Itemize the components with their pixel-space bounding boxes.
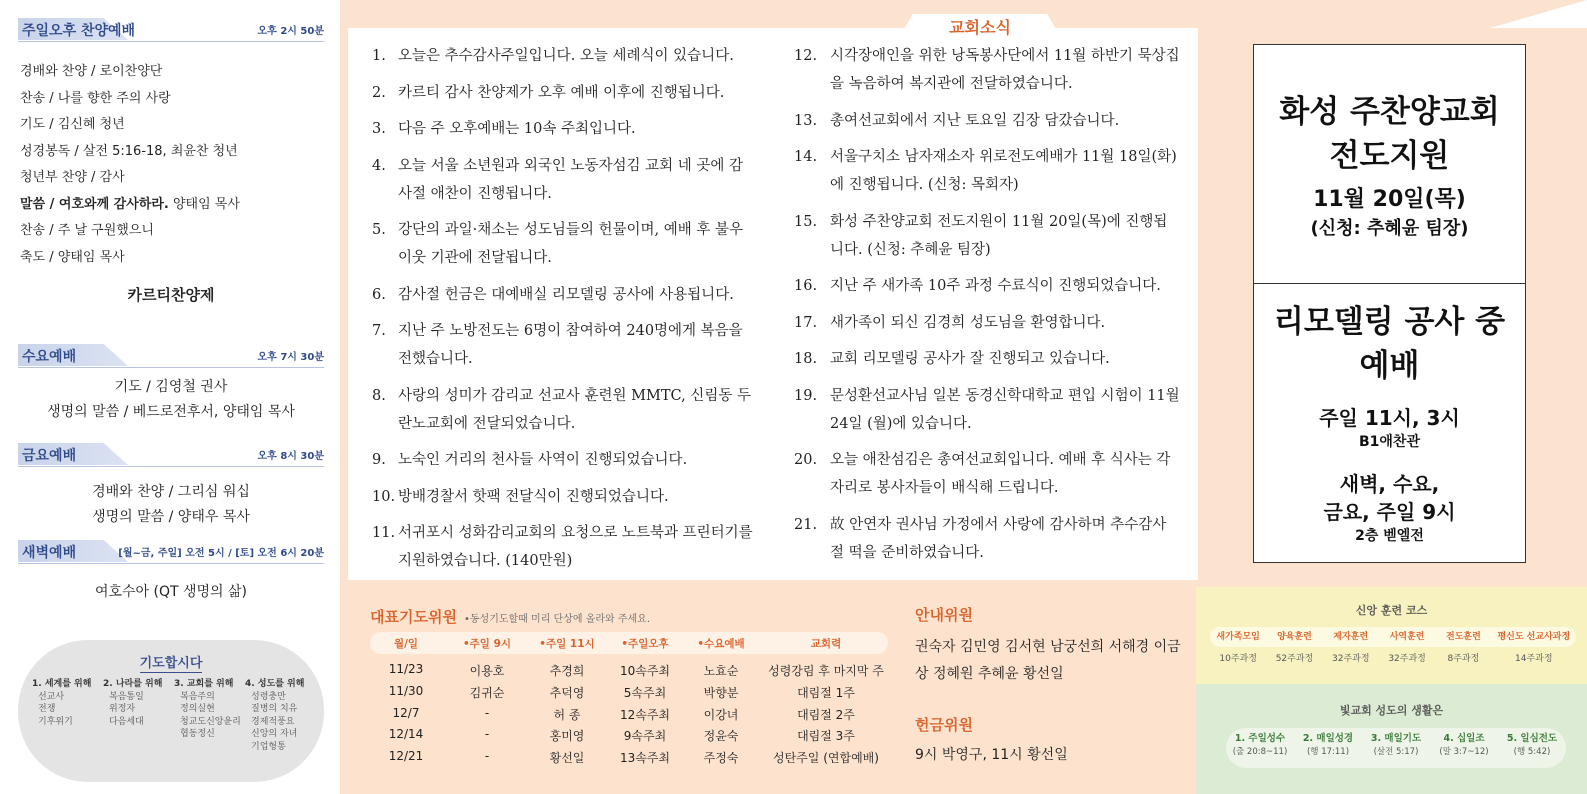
table-row <box>370 747 888 769</box>
remodeling-place: B1애찬관 <box>1359 434 1420 450</box>
wednesday-title: 수요예배 <box>22 349 77 365</box>
representatives-title: 대표기도위원 <box>370 608 457 626</box>
news-text: 화성 주찬양교회 전도지원이 11월 20일(목)에 진행됩니다. (신청: 추혜윤 팀장) <box>830 213 1168 258</box>
remodeling-time: 새벽, 수요, <box>1339 472 1440 496</box>
news-text: 방배경찰서 핫팩 전달식이 진행되었습니다. <box>398 488 669 505</box>
program-line: 찬송 / 나를 향한 주의 사랑 <box>20 90 171 106</box>
program-line: 찬송 / 주 날 구원했으니 <box>20 223 154 238</box>
program-line: 생명의 말씀 / 양태우 목사 <box>92 509 250 525</box>
table-cell: 홍미영 <box>549 729 585 744</box>
life-item <box>1430 732 1498 759</box>
table-cell: 10속주최 <box>619 664 671 678</box>
news-text: 故 안연자 권사님 가정에서 사랑에 감사하며 추수감사절 떡을 준비하였습니다. <box>830 516 1167 561</box>
prayer-item: 청교도신앙윤리 <box>180 716 241 727</box>
prayer-item: 전쟁 <box>38 704 56 714</box>
prayer-item: 복음통일 <box>109 691 144 702</box>
prayer-item: 선교사 <box>38 691 65 702</box>
news-item <box>372 79 757 107</box>
news-text: 오늘 애찬섬김은 총여선교회입니다. 예배 후 식사는 각 자리로 봉사자들이 배식해 드립니다. <box>830 452 1171 496</box>
training-panel <box>1196 587 1587 684</box>
program-line: 성경봉독 / 살전 5:16-18, 최윤찬 청년 <box>20 143 238 159</box>
table-row <box>370 725 888 747</box>
news-text: 사랑의 성미가 감리교 선교사 훈련원 MMTC, 신림동 두란노교회에 전달되었습니다. <box>398 387 751 432</box>
training-title: 신앙 훈련 코스 <box>1355 604 1428 617</box>
friday-title: 금요예배 <box>22 448 77 464</box>
table-cell: 이용호 <box>469 664 505 678</box>
remodeling-time: 금요, 주일 9시 <box>1323 500 1456 524</box>
ushers-title: 안내위원 <box>915 606 973 624</box>
news-item <box>794 345 1180 373</box>
sermon-preacher: 양태임 목사 <box>168 196 240 212</box>
table-cell: 13속주최 <box>619 751 671 766</box>
life-item <box>1226 732 1294 759</box>
news-text: 카르티 감사 찬양제가 오후 예배 이후에 진행됩니다. <box>398 84 725 101</box>
sunday-pm-title: 주일오후 찬양예배 <box>22 23 136 39</box>
news-number: 15. <box>794 213 818 230</box>
wednesday-header <box>18 344 324 368</box>
news-text: 강단의 과일·채소는 성도님들의 헌물이며, 예배 후 불우이웃 기관에 전달됩니다. <box>398 222 744 266</box>
life-name: 3. 매일기도 <box>1370 733 1422 744</box>
remodeling-notice <box>1254 300 1525 546</box>
table-cell: 12속주최 <box>619 707 671 722</box>
prayer-column-head: 1. 세계를 위해 <box>32 679 92 689</box>
life-verse: (행 17:11) <box>1306 747 1350 757</box>
prayer-title: 기도합시다 <box>139 656 203 671</box>
table-cell: 대림절 2주 <box>797 707 855 722</box>
news-tab <box>900 8 1060 36</box>
prayer-item: 신앙의 자녀 <box>251 729 298 739</box>
training-duration: 32주과정 <box>1332 654 1370 664</box>
news-column-right <box>794 42 1180 575</box>
notice-apply: (신청: 추혜윤 팀장) <box>1310 218 1469 239</box>
table-row <box>370 682 888 704</box>
prayer-item: 기후위기 <box>38 716 73 727</box>
program-line: 생명의 말씀 / 베드로전후서, 양태임 목사 <box>47 404 295 420</box>
table-cell: - <box>484 727 490 742</box>
friday-time: 오후 8시 30분 <box>257 451 324 462</box>
evangelism-notice <box>1254 90 1525 242</box>
representatives-header <box>370 632 888 654</box>
table-cell: 5속주최 <box>623 685 667 700</box>
training-duration: 8주과정 <box>1447 654 1480 664</box>
news-number: 9. <box>372 452 386 468</box>
program-line: 청년부 찬양 / 감사 <box>20 170 125 185</box>
news-item <box>794 143 1180 199</box>
training-item <box>1435 629 1491 669</box>
life-name: 5. 일심전도 <box>1506 733 1558 744</box>
news-text: 다음 주 오후예배는 10속 주최입니다. <box>398 121 636 137</box>
column-header: 월/일 <box>393 638 419 650</box>
wednesday-program <box>18 375 324 425</box>
life-name: 2. 매일성경 <box>1302 733 1354 744</box>
life-name: 1. 주일성수 <box>1234 733 1286 744</box>
news-item <box>372 382 757 438</box>
dawn-title: 새벽예배 <box>22 545 77 561</box>
column-header: •주일 11시 <box>539 638 595 650</box>
column-header: •주일 9시 <box>462 638 512 650</box>
training-duration: 10주과정 <box>1219 654 1257 664</box>
news-column-left <box>372 42 757 584</box>
news-text: 노숙인 거리의 천사들 사역이 진행되었습니다. <box>398 452 688 468</box>
table-cell: 주정숙 <box>703 751 739 766</box>
prayer-column <box>103 678 170 753</box>
training-item <box>1323 629 1379 669</box>
news-text: 서울구치소 남자재소자 위로전도예배가 11월 18일(화)에 진행됩니다. (신청: 목회자) <box>830 149 1177 193</box>
prayer-topics <box>18 640 324 782</box>
notice-date: 11월 20일(목) <box>1313 187 1466 212</box>
training-item <box>1266 629 1322 669</box>
training-item <box>1492 629 1576 669</box>
prayer-item: 위정자 <box>109 704 136 714</box>
news-item <box>372 446 757 474</box>
friday-program <box>18 480 324 530</box>
table-cell: 추덕영 <box>549 685 585 700</box>
sermon-title: 말씀 / 여호와께 감사하라. <box>20 196 169 212</box>
table-cell: 황선일 <box>549 751 585 766</box>
news-text: 오늘 서울 소년원과 외국인 노동자섬김 교회 네 곳에 감사절 애찬이 진행됩니다. <box>398 157 744 202</box>
life-verse: (살전 5:17) <box>1373 747 1419 757</box>
training-name: 전도훈련 <box>1446 632 1481 642</box>
news-number: 19. <box>794 387 818 404</box>
prayer-column <box>32 678 99 753</box>
news-item <box>794 272 1180 300</box>
table-cell: 9속주최 <box>623 729 667 744</box>
news-item <box>372 483 757 511</box>
training-duration: 14주과정 <box>1515 654 1553 664</box>
news-number: 5. <box>372 222 386 238</box>
program-line: 경배와 찬양 / 로이찬양단 <box>20 64 163 79</box>
notice-divider <box>1254 283 1525 284</box>
news-item <box>372 42 757 70</box>
news-item <box>794 107 1180 135</box>
program-line: 기도 / 김영철 권사 <box>114 379 228 395</box>
training-name: 제자훈련 <box>1333 632 1369 642</box>
news-number: 17. <box>794 314 818 331</box>
news-number: 7. <box>372 323 386 339</box>
table-cell: - <box>484 749 490 764</box>
life-item <box>1362 732 1430 759</box>
news-item <box>372 216 757 272</box>
dawn-program <box>18 580 324 605</box>
sunday-pm-header <box>18 18 324 42</box>
table-cell: 성탄주일 (연합예배) <box>773 751 879 766</box>
table-cell: 12/21 <box>388 749 424 764</box>
prayer-item: 질병의 치유 <box>251 704 298 714</box>
news-text: 감사절 헌금은 대예배실 리모델링 공사에 사용됩니다. <box>398 286 734 303</box>
news-text: 서귀포시 성화감리교회의 요청으로 노트북과 프린터기를 지원하였습니다. (140만원) <box>398 525 753 569</box>
prayer-column-head: 2. 나라를 위해 <box>103 679 163 689</box>
news-item <box>794 42 1180 98</box>
news-text: 지난 주 새가족 10주 과정 수료식이 진행되었습니다. <box>830 278 1161 294</box>
life-panel <box>1196 684 1587 794</box>
life-verse: (행 5:42) <box>1513 747 1551 757</box>
program-line: 축도 / 양태임 목사 <box>20 249 125 265</box>
table-cell: 12/7 <box>392 705 420 720</box>
caritas-festival: 카르티찬양제 <box>127 286 215 304</box>
news-text: 총여선교회에서 지난 토요일 김장 담갔습니다. <box>830 112 1120 129</box>
sermon-line <box>20 192 240 219</box>
prayer-item: 경제적풍요 <box>251 716 295 727</box>
notice-church: 화성 주찬양교회 <box>1279 94 1500 130</box>
news-title: 교회소식 <box>949 18 1011 37</box>
training-name: 사역훈련 <box>1389 632 1425 642</box>
news-text: 새가족이 되신 김경희 성도님을 환영합니다. <box>830 314 1106 331</box>
training-item <box>1379 629 1435 669</box>
news-item <box>794 309 1180 337</box>
friday-header <box>18 443 324 467</box>
remodeling-title: 리모델링 공사 중 <box>1273 304 1506 340</box>
news-item <box>794 446 1180 502</box>
news-number: 20. <box>794 452 818 468</box>
table-cell: 대림절 1주 <box>797 685 855 700</box>
notice-event: 전도지원 <box>1329 138 1450 174</box>
news-number: 12. <box>794 48 818 64</box>
dawn-header <box>18 540 324 564</box>
news-number: 16. <box>794 278 818 294</box>
news-number: 1. <box>372 48 386 64</box>
training-name: 새가족모임 <box>1216 632 1260 642</box>
news-number: 11. <box>372 525 396 541</box>
news-item <box>372 152 757 208</box>
news-number: 10. <box>372 488 396 505</box>
news-item <box>794 208 1180 264</box>
prayer-column-head: 4. 성도를 위해 <box>245 679 305 689</box>
news-number: 3. <box>372 121 386 137</box>
ushers-list: 권숙자 김민영 김서현 남궁선희 서해경 이금상 정혜원 추혜윤 황선일 <box>915 639 1181 682</box>
table-cell: 노효순 <box>703 664 739 678</box>
prayer-item: 성령충만 <box>251 691 286 702</box>
news-number: 2. <box>372 84 386 101</box>
program-line: 기도 / 김신혜 청년 <box>20 117 125 132</box>
news-item <box>372 317 757 373</box>
life-item <box>1498 732 1566 759</box>
table-cell: 김귀순 <box>469 685 505 700</box>
table-cell: 허 종 <box>553 707 581 722</box>
prayer-item: 다음세대 <box>109 716 144 727</box>
table-cell: - <box>484 705 490 720</box>
news-item <box>794 511 1180 567</box>
life-name: 4. 십일조 <box>1443 733 1485 744</box>
news-text: 시각장애인을 위한 낭독봉사단에서 11월 하반기 묵상집을 녹음하여 복지관에 전달하였습니다. <box>830 48 1180 92</box>
sunday-pm-time: 오후 2시 50분 <box>257 26 324 37</box>
training-duration: 32주과정 <box>1388 654 1426 664</box>
prayer-item: 정의실현 <box>180 704 215 714</box>
remodeling-time: 주일 11시, 3시 <box>1319 406 1460 430</box>
table-row <box>370 660 888 682</box>
offering-list: 9시 박영구, 11시 황선일 <box>915 747 1068 763</box>
prayer-column <box>245 678 312 753</box>
news-number: 13. <box>794 112 818 129</box>
news-number: 14. <box>794 149 818 165</box>
dawn-time: [월~금, 주일] 오전 5시 / [토] 오전 6시 20분 <box>118 548 324 559</box>
training-duration: 52주과정 <box>1275 654 1314 664</box>
news-item <box>794 382 1180 438</box>
prayer-item: 기업형통 <box>251 741 286 752</box>
life-title: 빛교회 성도의 생활은 <box>1339 704 1444 717</box>
notice-box <box>1253 44 1526 563</box>
table-cell: 대림절 3주 <box>797 729 855 744</box>
news-text: 교회 리모델링 공사가 잘 진행되고 있습니다. <box>830 351 1110 367</box>
prayer-item: 복음주의 <box>180 691 215 702</box>
table-cell: 추경희 <box>549 664 585 678</box>
program-line: 경배와 찬양 / 그리심 워십 <box>92 484 250 500</box>
training-name: 양육훈련 <box>1277 632 1312 642</box>
table-row <box>370 704 888 726</box>
table-cell: 12/14 <box>388 727 424 742</box>
table-cell: 11/30 <box>388 683 424 698</box>
news-item <box>372 281 757 309</box>
news-number: 6. <box>372 286 386 303</box>
table-cell: 성령강림 후 마지막 주 <box>768 664 884 678</box>
news-text: 지난 주 노방전도는 6명이 참여하여 240명에게 복음을 전했습니다. <box>398 323 743 367</box>
representatives-table <box>370 660 888 769</box>
news-number: 21. <box>794 516 818 533</box>
wednesday-time: 오후 7시 30분 <box>257 352 324 363</box>
remodeling-place: 2층 벧엘전 <box>1355 528 1424 544</box>
news-number: 4. <box>372 157 386 174</box>
prayer-column <box>174 678 241 753</box>
table-cell: 이강녀 <box>703 707 739 722</box>
prayer-item: 협동정신 <box>180 729 215 739</box>
news-item <box>372 519 757 575</box>
program-line: 여호수아 (QT 생명의 삶) <box>94 584 248 600</box>
table-cell: 11/23 <box>388 662 424 676</box>
table-cell: 정윤숙 <box>703 729 739 744</box>
representatives-note: •동성기도할때 미리 단상에 올라와 주세요. <box>464 614 651 625</box>
news-item <box>372 115 757 143</box>
training-item <box>1210 629 1266 669</box>
life-verse: (말 3:7~12) <box>1439 747 1489 757</box>
sunday-pm-program <box>20 59 240 271</box>
news-number: 18. <box>794 351 818 367</box>
remodeling-subtitle: 예배 <box>1359 348 1420 384</box>
offering-title: 헌금위원 <box>915 716 973 734</box>
training-name: 평신도 선교사과정 <box>1497 632 1571 642</box>
life-item <box>1294 732 1362 759</box>
column-header: •수요예배 <box>697 638 745 650</box>
news-text: 오늘은 추수감사주일입니다. 오늘 세례식이 있습니다. <box>398 48 734 64</box>
news-text: 문성환선교사님 일본 동경신학대학교 편입 시험이 11월 24일 (월)에 있습니다. <box>830 387 1180 432</box>
life-verse: (출 20:8~11) <box>1232 747 1288 757</box>
left-column <box>0 0 340 794</box>
prayer-column-head: 3. 교회를 위해 <box>174 679 234 689</box>
column-header: 교회력 <box>810 638 842 650</box>
table-cell: 박향분 <box>703 685 739 700</box>
column-header: •주일오후 <box>621 638 669 650</box>
news-number: 8. <box>372 387 386 404</box>
